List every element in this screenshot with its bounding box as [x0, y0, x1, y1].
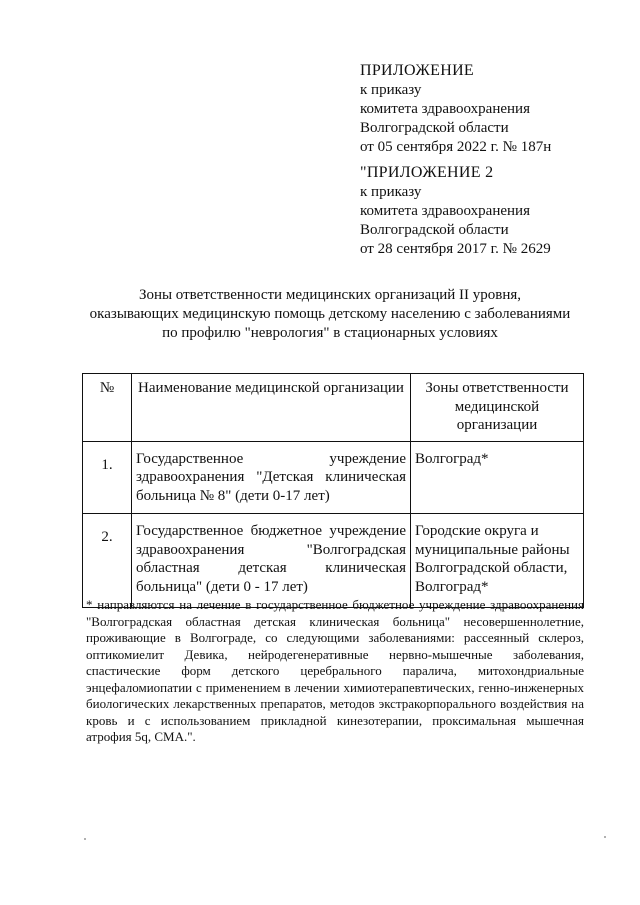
organization-name: Государственное бюджетное учреждение здравоохранения "Волгоградская областная детская клиническая больница" (дети 0 - 17 лет)	[132, 514, 411, 608]
organization-name: Государственное учреждение здравоохранения "Детская клиническая больница № 8" (дети 0-17 лет)	[132, 441, 411, 514]
appendix-1-block	[360, 61, 551, 157]
appendix-2-line: от 28 сентября 2017 г. № 2629	[360, 241, 551, 257]
appendix-2-block	[360, 163, 551, 259]
appendix-2-title: "ПРИЛОЖЕНИЕ 2	[360, 164, 494, 181]
responsibility-zones-table	[82, 373, 584, 608]
header-number: №	[83, 374, 132, 442]
row-number: 1.	[83, 441, 132, 514]
appendix-1-title: ПРИЛОЖЕНИЕ	[360, 62, 475, 79]
row-number: 2.	[83, 514, 132, 608]
appendix-2-line: комитета здравоохранения	[360, 203, 530, 219]
appendix-1-line: комитета здравоохранения	[360, 101, 530, 117]
footnote: * направляются на лечение в государственное бюджетное учреждение здравоохранения "Волгоградская областная детская клиническая больница" несовершеннолетние, проживающие в Волгограде, со следующими заболеваниями: рассеянный склероз, оптикомиелит Девика, нейродегенеративные нервно-мышечные заболевания, спастические форм детского церебрального паралича, митохондриальные энцефаломиопатии с применением в лечении химиотерапевтических, генно-инженерных биологических лекарственных препаратов, методов экстракорпорального воздействия на кровь и с использованием прикладной кинезотерапии, проксимальная мышечная атрофия 5q, СМА.".	[86, 597, 584, 744]
header-organization-name: Наименование медицинской организации	[132, 374, 411, 442]
document-heading	[70, 286, 590, 343]
responsibility-zone: Волгоград*	[411, 441, 584, 514]
heading-line: по профилю "неврология" в стационарных условиях	[162, 325, 498, 341]
appendix-1-line: от 05 сентября 2022 г. № 187н	[360, 139, 552, 155]
table-row	[83, 514, 584, 608]
appendix-1-line: Волгоградской области	[360, 120, 509, 136]
heading-line: оказывающих медицинскую помощь детскому населению с заболеваниями	[89, 306, 571, 322]
heading-line: Зоны ответственности медицинских организаций II уровня,	[138, 287, 522, 303]
table-row	[83, 441, 584, 514]
table-header-row	[83, 374, 584, 442]
scan-speck	[604, 836, 606, 838]
appendix-2-line: Волгоградской области	[360, 222, 509, 238]
responsibility-zone: Городские округа и муниципальные районы Волгоградской области, Волгоград*	[411, 514, 584, 608]
appendix-1-line: к приказу	[360, 82, 422, 98]
appendix-2-line: к приказу	[360, 184, 422, 200]
header-responsibility-zone: Зоны ответственности медицинской организации	[411, 374, 584, 442]
scan-speck	[84, 838, 86, 840]
